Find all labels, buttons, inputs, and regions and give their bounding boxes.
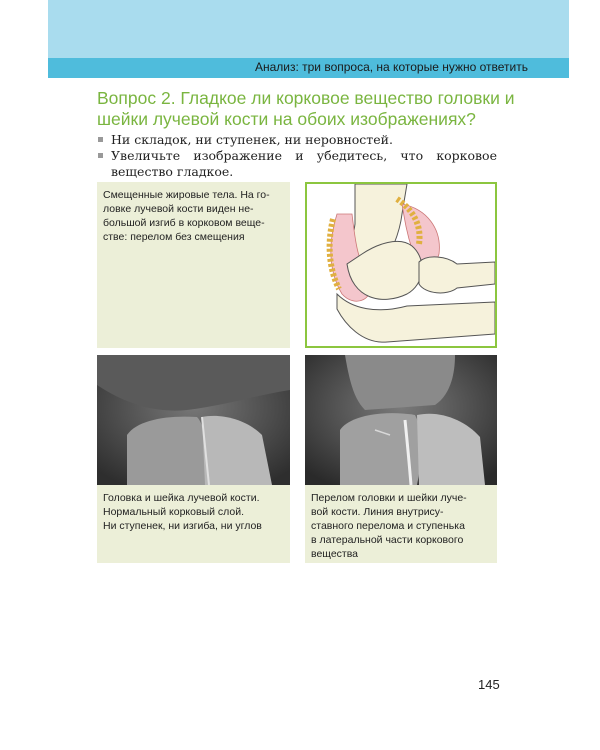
caption-text xyxy=(97,182,290,244)
caption-line: ловке лучевой кости виден не- xyxy=(103,203,254,215)
elbow-diagram xyxy=(305,182,497,348)
bullet-list xyxy=(97,132,497,180)
caption-text xyxy=(305,485,497,561)
caption-line: большой изгиб в корковом веще- xyxy=(103,217,265,229)
caption-line: ставного перелома и ступенька xyxy=(311,520,465,532)
bullet-item: Увеличьте изображение и убедитесь, что корковое вещество гладкое. xyxy=(97,148,497,180)
page-number: 145 xyxy=(478,677,500,692)
caption-line: Нормальный корковый слой. xyxy=(103,506,245,518)
xray-normal-illustration xyxy=(97,355,290,485)
caption-line: стве: перелом без смещения xyxy=(103,231,245,243)
section-title: Анализ: три вопроса, на которые нужно ответить xyxy=(254,60,528,74)
caption-line: Головка и шейка лучевой кости. xyxy=(103,492,260,504)
caption-panel-bottom-left xyxy=(97,485,290,563)
caption-line: в латеральной части коркового xyxy=(311,534,464,546)
caption-panel-bottom-right xyxy=(305,485,497,563)
caption-line: вещества xyxy=(311,548,359,560)
top-color-band xyxy=(48,0,569,58)
caption-line: Перелом головки и шейки луче- xyxy=(311,492,467,504)
caption-text xyxy=(97,485,290,533)
caption-line: вой кости. Линия внутрису- xyxy=(311,506,444,518)
bullet-item: Ни складок, ни ступенек, ни неровностей. xyxy=(97,132,497,148)
caption-panel-top-left xyxy=(97,182,290,348)
caption-line: Ни ступенек, ни изгиба, ни углов xyxy=(103,520,262,532)
question-title: Вопрос 2. Гладкое ли корковое вещество головки и шейки лучевой кости на обоих изображениях? xyxy=(97,88,515,129)
xray-fracture-illustration xyxy=(305,355,497,485)
xray-image-fracture xyxy=(305,355,497,485)
xray-image-normal xyxy=(97,355,290,485)
elbow-diagram-illustration xyxy=(307,184,495,346)
caption-line: Смещенные жировые тела. На го- xyxy=(103,189,270,201)
